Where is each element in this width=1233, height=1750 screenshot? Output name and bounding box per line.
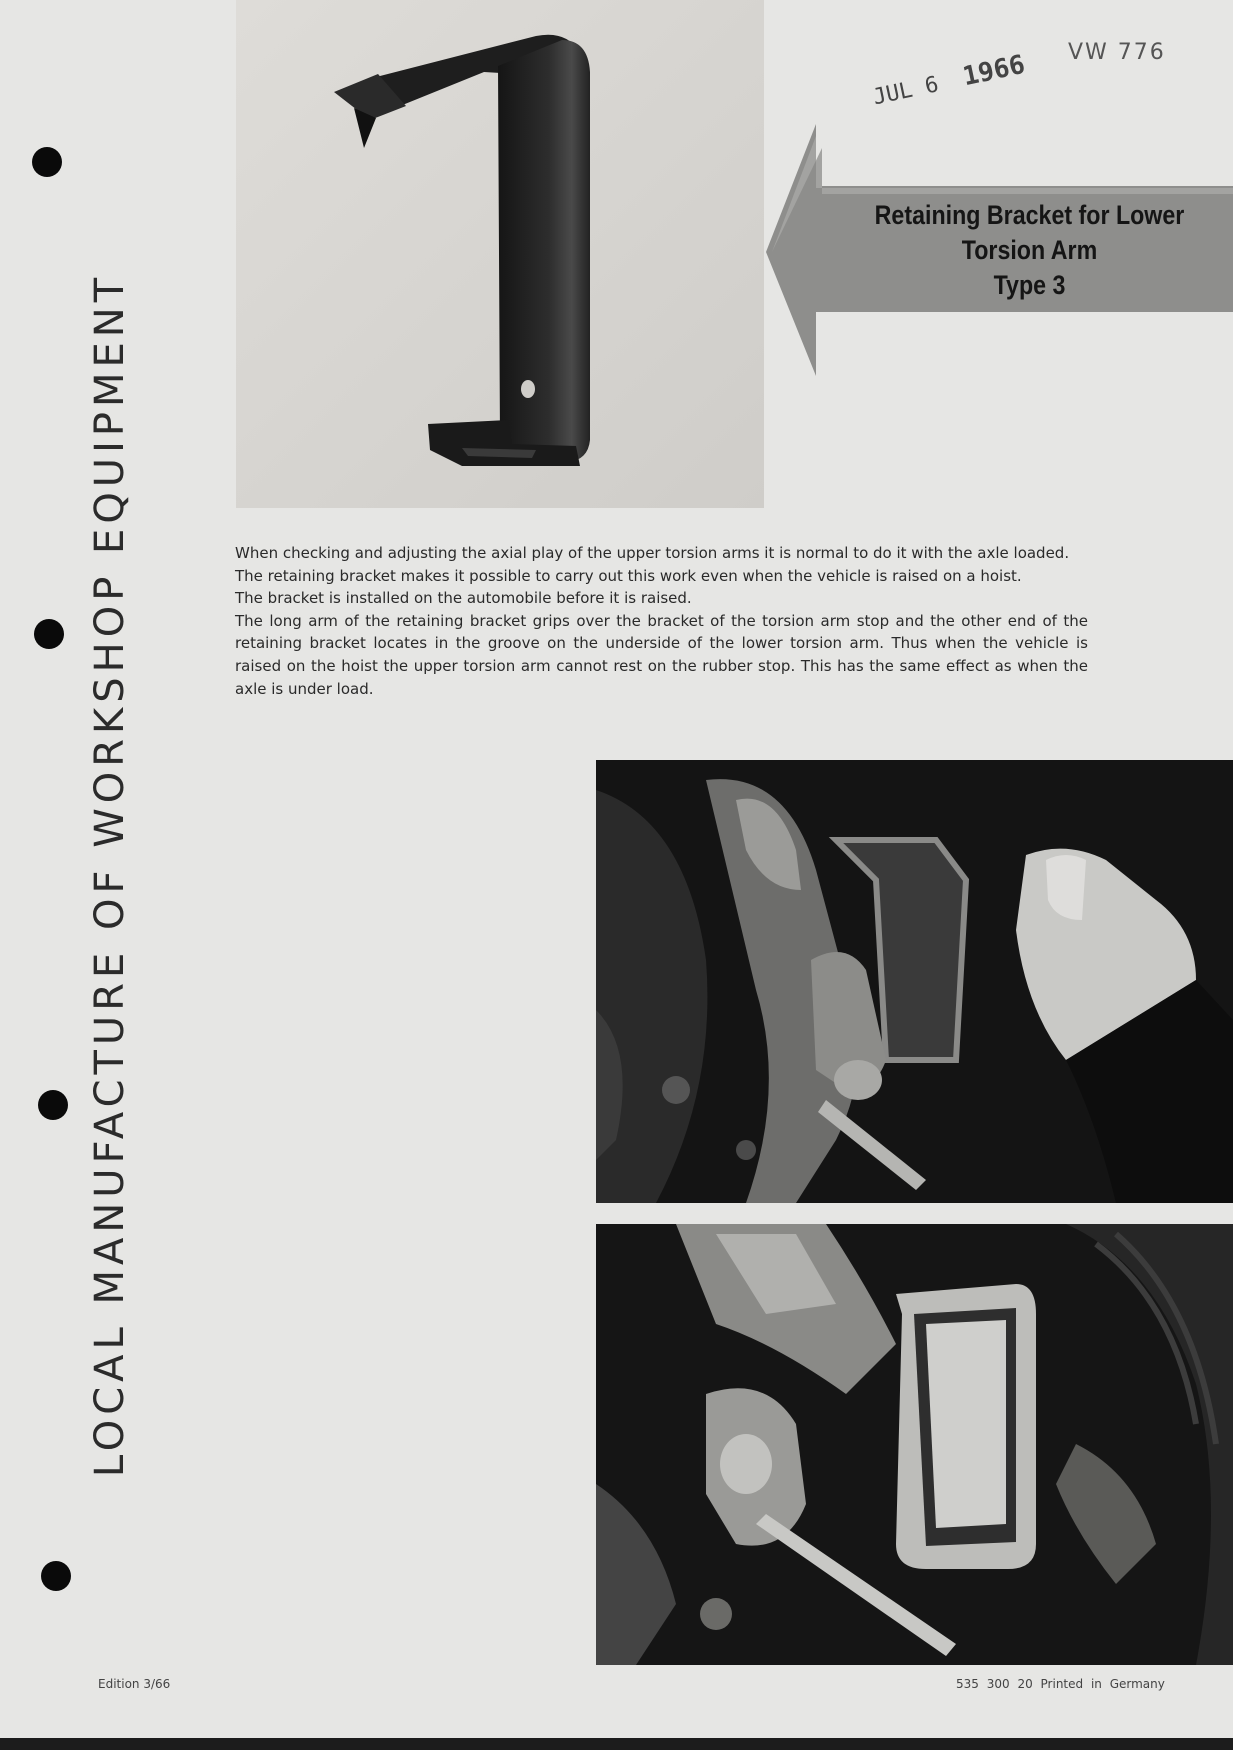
punch-hole — [34, 619, 64, 649]
paragraph: The long arm of the retaining bracket grips over the bracket of the torsion arm stop and the other end of the retaining bracket locates in the groove on the underside of the lower torsion arm. Thus when the vehicle is raised on the hoist the upper torsion arm cannot rest on the rubber stop. This has the same effect as when the axle is under load. — [235, 611, 1088, 698]
installation-photo-bracket-fitted — [596, 1224, 1233, 1665]
description-text — [235, 542, 1088, 700]
paragraph: When checking and adjusting the axial play of the upper torsion arms it is normal to do it with the axle loaded. — [235, 544, 1070, 562]
document-number: VW 776 — [1068, 40, 1166, 65]
tool-title — [854, 194, 1204, 306]
received-date-stamp — [870, 50, 1028, 112]
side-heading: LOCAL MANUFACTURE OF WORKSHOP EQUIPMENT — [87, 272, 133, 1478]
punch-hole — [41, 1561, 71, 1591]
title-arrow-callout — [766, 124, 1233, 376]
title-line-3: Type 3 — [993, 269, 1066, 300]
retaining-bracket-photo — [236, 0, 764, 508]
punch-hole — [38, 1090, 68, 1120]
punch-hole — [32, 147, 62, 177]
title-line-2: Torsion Arm — [961, 234, 1098, 265]
paragraph: The bracket is installed on the automobile before it is raised. — [235, 589, 692, 608]
part-number-print-note: 535 300 20 Printed in Germany — [956, 1677, 1165, 1691]
page-bottom-edge — [0, 1738, 1233, 1750]
paragraph: The retaining bracket makes it possible to carry out this work even when the vehicle is raised on a hoist. — [235, 566, 1022, 585]
edition-note: Edition 3/66 — [98, 1677, 171, 1691]
installation-photo-hand — [596, 760, 1233, 1203]
stamp-year: 1966 — [960, 49, 1028, 93]
title-line-1: Retaining Bracket for Lower — [874, 199, 1185, 230]
stamp-date: JUL 6 — [870, 72, 941, 111]
